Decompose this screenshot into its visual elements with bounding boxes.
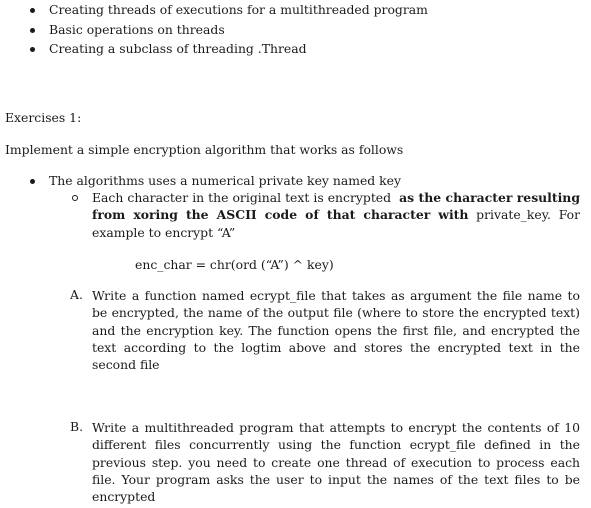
list-item: Basic operations on threads bbox=[49, 22, 225, 37]
algorithm-bullet-text: The algorithms uses a numerical private key named key bbox=[49, 173, 401, 188]
circle-bullet-icon bbox=[72, 195, 78, 201]
sub-bullet-part2: as the character resulting from xoring the ASCII code of that character with bbox=[92, 190, 580, 223]
task-a-text: Write a function named ecrypt_file that takes as argument the file name to be encrypted, the name of the output file (where to store the encrypted text) and the encryption key. The function opens the first file, and encrypted the text according to the logtim above and stores the encrypted text in the second file bbox=[92, 288, 580, 373]
bullet-icon bbox=[30, 179, 35, 184]
intro-text: Implement a simple encryption algorithm that works as follows bbox=[5, 142, 404, 157]
bullet-icon bbox=[30, 8, 35, 13]
bullet-icon bbox=[30, 47, 35, 52]
sub-bullet-part1: Each character in the original text is encrypted bbox=[92, 190, 392, 205]
task-b-label: B. bbox=[70, 419, 84, 434]
list-item: Creating a subclass of threading .Thread bbox=[49, 41, 307, 56]
sub-bullet-text bbox=[92, 189, 580, 241]
bullet-icon bbox=[30, 28, 35, 33]
exercise-heading: Exercises 1: bbox=[5, 110, 82, 125]
list-item: Creating threads of executions for a multithreaded program bbox=[49, 2, 428, 17]
formula: enc_char = chr(ord (“A”) ^ key) bbox=[135, 257, 334, 272]
sub-bullet-part3: private_key. For example to encrypt “A” bbox=[92, 207, 580, 240]
task-a-label: A. bbox=[70, 287, 83, 302]
task-b-text: Write a multithreaded program that attempts to encrypt the contents of 10 different files concurrently using the function ecrypt_file defined in the previous step. you need to create one thread of execution to process each file. Your program asks the user to input the names of the text files to be encrypted bbox=[92, 420, 580, 505]
